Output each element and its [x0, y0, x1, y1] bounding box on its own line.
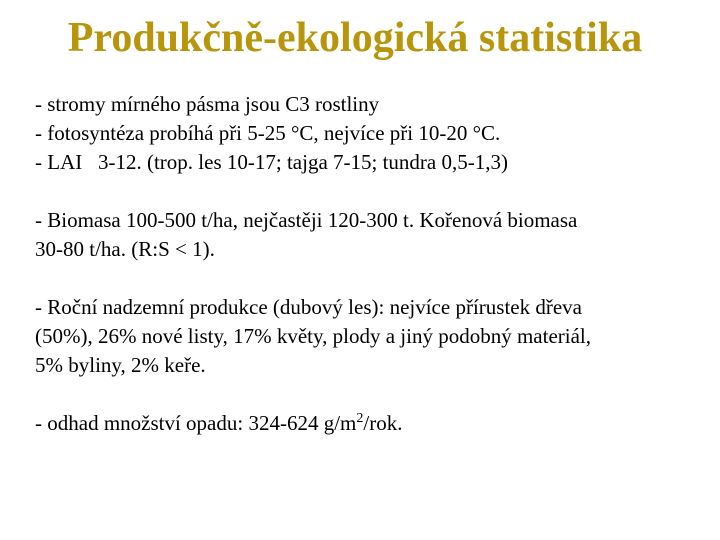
text-line: - Roční nadzemní produkce (dubový les): nejvíce přírustek dřeva	[35, 295, 582, 319]
text-line: (50%), 26% nové listy, 17% květy, plody a jiný podobný materiál,	[35, 324, 592, 348]
text-line: - stromy mírného pásma jsou C3 rostliny	[35, 92, 380, 116]
litter-prefix: - odhad množství opadu: 324-624 g/m	[35, 411, 357, 435]
paragraph-biomass	[35, 206, 695, 264]
slide-title: Produkčně-ekologická statistika	[67, 15, 643, 61]
slide-body	[35, 90, 695, 467]
text-line: - fotosyntéza probíhá při 5-25 °C, nejvíce při 10-20 °C.	[35, 121, 501, 145]
text-line	[35, 409, 695, 438]
paragraph-production	[35, 293, 695, 380]
paragraph-litter	[35, 409, 695, 438]
text-line: - LAI 3-12. (trop. les 10-17; tajga 7-15; tundra 0,5-1,3)	[35, 150, 508, 174]
litter-suffix: /rok.	[363, 411, 403, 435]
superscript: 2	[356, 411, 364, 426]
text-line: 5% byliny, 2% keře.	[35, 353, 206, 377]
text-line: - Biomasa 100-500 t/ha, nejčastěji 120-300 t. Kořenová biomasa	[35, 208, 578, 232]
paragraph-c3-plants	[35, 90, 695, 177]
text-line: 30-80 t/ha. (R:S < 1).	[35, 237, 215, 261]
